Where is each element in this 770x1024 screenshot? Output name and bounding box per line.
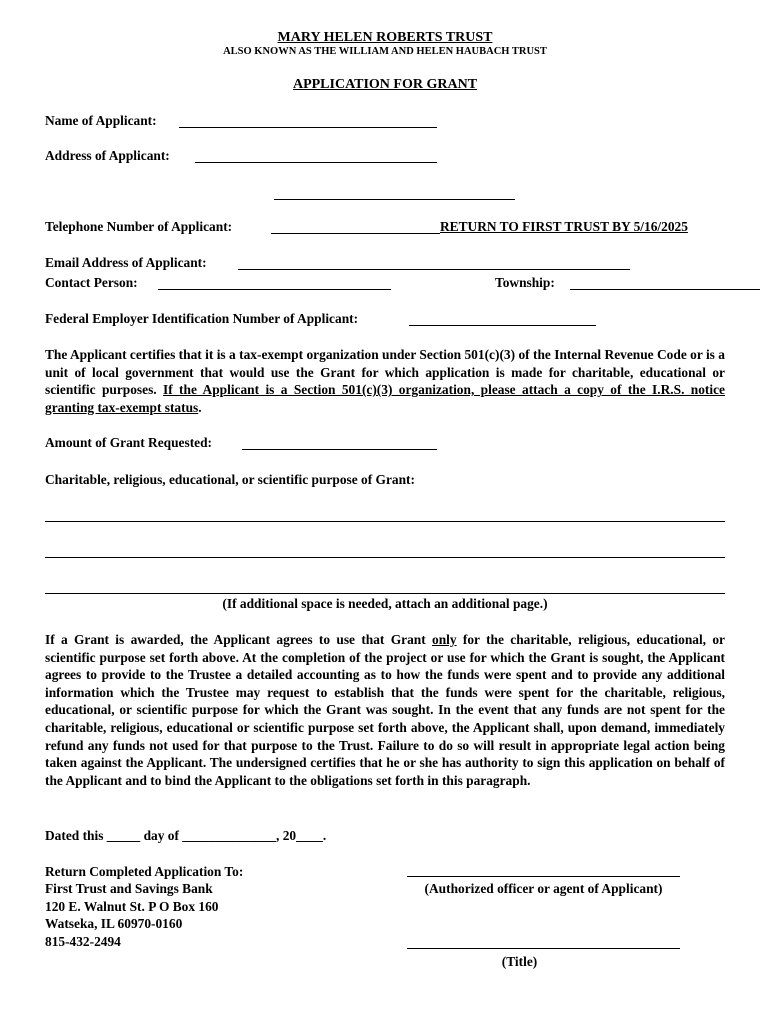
contact-field[interactable] — [158, 289, 391, 290]
telephone-field[interactable] — [271, 233, 440, 234]
township-label: Township: — [495, 275, 555, 290]
return-heading: Return Completed Application To: — [45, 864, 244, 879]
additional-space-note: (If additional space is needed, attach an additional page.) — [222, 596, 548, 611]
telephone-label: Telephone Number of Applicant: — [45, 219, 233, 234]
amount-label: Amount of Grant Requested: — [45, 435, 213, 450]
purpose-line-1[interactable] — [45, 521, 725, 522]
address-label: Address of Applicant: — [45, 148, 170, 163]
bank-name: First Trust and Savings Bank — [45, 881, 213, 896]
address-field-line2[interactable] — [274, 199, 515, 200]
certification-period: . — [198, 399, 202, 415]
grant-agreement — [45, 631, 725, 789]
return-deadline-notice: RETURN TO FIRST TRUST BY 5/16/2025 — [440, 219, 688, 234]
fein-field[interactable] — [409, 325, 596, 326]
email-field[interactable] — [238, 269, 630, 270]
agreement-text-start: If a Grant is awarded, the Applicant agrees to use that Grant — [45, 632, 432, 647]
contact-label: Contact Person: — [45, 275, 138, 290]
fein-label: Federal Employer Identification Number of Applicant: — [45, 311, 359, 326]
name-field[interactable] — [179, 127, 437, 128]
agreement-text-rest: for the charitable, religious, educational, or scientific purpose set forth above. At the completion of the project or use for which the Grant is sought, the Applicant agrees to provide to the Trustee a detailed accounting as to how the funds were spent and to provide any additional information which the Trustee may request to establish that the funds were spent for the charitable, religious, educational, or scientific purpose for which the Grant was sought. In the event that any funds are not spent for the charitable, religious, educational or scientific purpose set forth above, the Applicant shall, upon demand, immediately refund any funds not used for that purpose to the Trust. Failure to do so will result in appropriate legal action being taken against the Applicant. The undersigned certifies that he or she has authority to sign this application on behalf of the Applicant and to bind the Applicant to the obligations set forth in this paragraph. — [45, 632, 725, 788]
bank-street: 120 E. Walnut St. P O Box 160 — [45, 899, 219, 914]
trust-aka: ALSO KNOWN AS THE WILLIAM AND HELEN HAUBACH TRUST — [223, 46, 547, 57]
title-field[interactable] — [407, 948, 680, 949]
bank-city: Watseka, IL 60970-0160 — [45, 916, 183, 931]
certification-text: The Applicant certifies that it is a tax-exempt organization under Section 501(c)(3) of the Internal Revenue Code or is a unit of local government that would use the Grant for which application is made for charitable, educational or scientific purposes. — [45, 347, 725, 398]
name-label: Name of Applicant: — [45, 113, 157, 128]
email-label: Email Address of Applicant: — [45, 255, 207, 270]
bank-phone: 815-432-2494 — [45, 934, 121, 949]
township-field[interactable] — [570, 289, 760, 290]
purpose-line-3[interactable] — [45, 593, 725, 594]
agreement-emphasis: only — [432, 632, 457, 647]
purpose-label: Charitable, religious, educational, or scientific purpose of Grant: — [45, 472, 415, 487]
officer-caption: (Authorized officer or agent of Applicant) — [424, 881, 663, 896]
title-caption: (Title) — [501, 954, 538, 969]
tax-exempt-certification — [45, 346, 725, 416]
address-field[interactable] — [195, 162, 437, 163]
trust-name: MARY HELEN ROBERTS TRUST — [277, 30, 493, 45]
dated-line[interactable]: Dated this _____ day of ______________, 20____. — [45, 828, 327, 843]
purpose-line-2[interactable] — [45, 557, 725, 558]
amount-field[interactable] — [242, 449, 437, 450]
signature-field[interactable] — [407, 876, 680, 877]
form-title: APPLICATION FOR GRANT — [292, 77, 478, 92]
certification-attach-instruction: If the Applicant is a Section 501(c)(3) organization, please attach a copy of the I.R.S. notice granting tax-exempt status — [45, 382, 725, 415]
